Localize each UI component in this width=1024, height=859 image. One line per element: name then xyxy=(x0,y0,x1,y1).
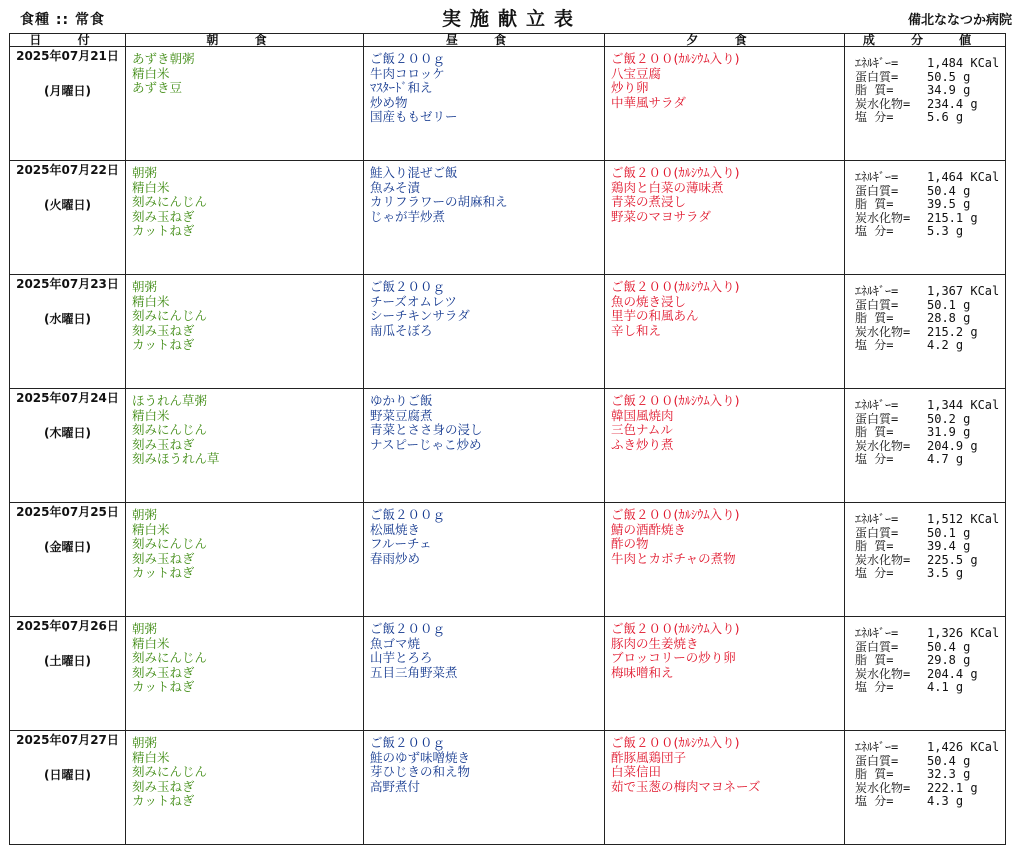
nutrition-row xyxy=(855,768,1005,782)
nutrition-value: 5.3 g xyxy=(927,225,964,238)
date-cell xyxy=(10,503,126,617)
date-label: 2025年07月25日 xyxy=(16,505,119,519)
breakfast-cell xyxy=(126,503,364,617)
nutrition-row xyxy=(855,426,1005,440)
nutrition-value: 29.8 g xyxy=(927,654,971,667)
nutrition-list xyxy=(845,389,1005,467)
nutrition-value: 28.8 g xyxy=(927,312,971,325)
lunch-item: チーズオムレツ xyxy=(370,294,457,309)
breakfast-item: 刻みほうれん草 xyxy=(132,452,220,466)
lunch-cell xyxy=(364,389,605,503)
dinner-item: 酢豚風鶏団子 xyxy=(611,750,687,765)
lunch-item: 炒め物 xyxy=(370,95,408,110)
breakfast-item: カットねぎ xyxy=(132,794,195,808)
lunch-menu-list xyxy=(364,503,604,566)
lunch-item: 鮭のゆず味噌焼き xyxy=(370,750,471,765)
nutrition-value: 32.3 g xyxy=(927,768,971,781)
nutrition-value: 1,484 KCal xyxy=(927,57,1000,70)
day-row xyxy=(10,731,1006,845)
breakfast-item: あずき豆 xyxy=(132,81,183,95)
nutrition-label: 蛋白質= xyxy=(855,298,899,312)
dinner-item: 韓国風焼肉 xyxy=(611,408,674,423)
lunch-item: 芽ひじきの和え物 xyxy=(370,765,471,779)
breakfast-cell xyxy=(126,275,364,389)
weekday-label: (土曜日) xyxy=(44,654,91,668)
document-header xyxy=(0,0,1024,32)
nutrition-label: 脂 質= xyxy=(855,426,894,439)
breakfast-item: 精白米 xyxy=(132,750,170,765)
nutrition-cell xyxy=(845,275,1006,389)
nutrition-row xyxy=(855,681,1005,695)
nutrition-label: 脂 質= xyxy=(855,84,894,97)
breakfast-cell xyxy=(126,731,364,845)
nutrition-label: 炭水化物= xyxy=(855,211,911,225)
breakfast-item: 刻みにんじん xyxy=(132,651,208,665)
breakfast-item: 刻みにんじん xyxy=(132,537,208,551)
nutrition-label: 脂 質= xyxy=(855,654,894,667)
breakfast-item: 朝粥 xyxy=(132,280,158,294)
breakfast-menu-list xyxy=(126,275,363,353)
lunch-item: 魚ゴマ焼 xyxy=(370,636,421,651)
date-cell xyxy=(10,617,126,731)
nutrition-label: ｴﾈﾙｷﾞｰ= xyxy=(855,171,899,184)
lunch-item: フルーチェ xyxy=(370,537,432,551)
nutrition-value: 5.6 g xyxy=(927,111,964,124)
dinner-cell xyxy=(605,47,845,161)
dinner-item: 牛肉とカボチャの煮物 xyxy=(611,551,736,566)
nutrition-value: 50.1 g xyxy=(927,298,971,312)
nutrition-value: 1,367 KCal xyxy=(927,285,1000,298)
nutrition-label: 炭水化物= xyxy=(855,667,911,681)
breakfast-item: 精白米 xyxy=(132,180,170,195)
nutrition-value: 31.9 g xyxy=(927,426,971,439)
nutrition-value: 39.4 g xyxy=(927,540,971,553)
nutrition-row xyxy=(855,440,1005,454)
lunch-item: 野菜豆腐煮 xyxy=(370,408,433,423)
nutrition-row xyxy=(855,312,1005,326)
nutrition-row xyxy=(855,741,1005,755)
nutrition-row xyxy=(855,554,1005,568)
nutrition-value: 1,426 KCal xyxy=(927,741,1000,754)
nutrition-value: 50.4 g xyxy=(927,754,971,768)
breakfast-item: 朝粥 xyxy=(132,508,158,522)
lunch-item: ご飯２００ｇ xyxy=(370,622,446,636)
breakfast-item: 刻み玉ねぎ xyxy=(132,551,195,566)
meal-type-label: 食種 :: 常食 xyxy=(20,12,105,28)
dinner-item: ご飯２００(ｶﾙｼｳﾑ入り) xyxy=(611,394,740,408)
lunch-menu-list xyxy=(364,389,604,452)
nutrition-value: 234.4 g xyxy=(927,97,978,111)
lunch-item: 鮭入り混ぜご飯 xyxy=(370,166,458,180)
nutrition-row xyxy=(855,413,1005,427)
nutrition-cell xyxy=(845,731,1006,845)
nutrition-row xyxy=(855,755,1005,769)
day-row xyxy=(10,47,1006,161)
column-header-dinner: 夕 食 xyxy=(605,34,845,47)
date-cell xyxy=(10,161,126,275)
column-header-nutrition: 成 分 値 xyxy=(845,34,1006,47)
breakfast-menu-list xyxy=(126,731,363,809)
nutrition-value: 204.9 g xyxy=(927,439,978,453)
document-title: 実施献立表 xyxy=(441,8,582,30)
lunch-item: 山芋とろろ xyxy=(370,651,433,665)
menu-table xyxy=(9,33,1006,845)
dinner-item: ご飯２００(ｶﾙｼｳﾑ入り) xyxy=(611,52,740,66)
lunch-item: 南瓜そぼろ xyxy=(370,323,433,338)
lunch-menu-list xyxy=(364,275,604,338)
weekday-label: (日曜日) xyxy=(44,768,91,782)
breakfast-item: カットねぎ xyxy=(132,224,195,238)
nutrition-cell xyxy=(845,389,1006,503)
nutrition-row xyxy=(855,198,1005,212)
lunch-cell xyxy=(364,617,605,731)
lunch-item: 青菜とささ身の浸し xyxy=(370,423,483,437)
lunch-item: 牛肉コロッケ xyxy=(370,66,445,81)
dinner-item: ご飯２００(ｶﾙｼｳﾑ入り) xyxy=(611,736,740,750)
breakfast-cell xyxy=(126,617,364,731)
lunch-item: ご飯２００ｇ xyxy=(370,52,446,66)
dinner-item: ご飯２００(ｶﾙｼｳﾑ入り) xyxy=(611,280,740,294)
breakfast-item: 刻み玉ねぎ xyxy=(132,437,195,452)
dinner-item: 梅味噌和え xyxy=(611,665,674,680)
nutrition-row xyxy=(855,71,1005,85)
column-header-lunch: 昼 食 xyxy=(364,34,605,47)
dinner-item: 青菜の煮浸し xyxy=(611,195,687,209)
dinner-item: 鯖の酒酢焼き xyxy=(611,522,687,537)
dinner-item: ふき炒り煮 xyxy=(611,437,674,452)
dinner-item: 鶏肉と白菜の薄味煮 xyxy=(611,180,724,195)
nutrition-row xyxy=(855,668,1005,682)
nutrition-row xyxy=(855,84,1005,98)
weekday-label: (火曜日) xyxy=(44,198,91,212)
nutrition-value: 50.4 g xyxy=(927,184,971,198)
nutrition-cell xyxy=(845,161,1006,275)
dinner-menu-list xyxy=(605,731,844,794)
nutrition-row xyxy=(855,513,1005,527)
nutrition-value: 204.4 g xyxy=(927,667,978,681)
nutrition-value: 1,326 KCal xyxy=(927,627,1000,640)
hospital-name: 備北ななつか病院 xyxy=(907,13,1012,28)
breakfast-item: ほうれん草粥 xyxy=(132,394,208,408)
dinner-cell xyxy=(605,617,845,731)
nutrition-row xyxy=(855,299,1005,313)
dinner-cell xyxy=(605,731,845,845)
lunch-cell xyxy=(364,731,605,845)
nutrition-label: 脂 質= xyxy=(855,198,894,211)
nutrition-label: ｴﾈﾙｷﾞｰ= xyxy=(855,285,899,298)
nutrition-value: 222.1 g xyxy=(927,781,978,795)
dinner-item: 炒り卵 xyxy=(611,81,649,95)
nutrition-row xyxy=(855,641,1005,655)
nutrition-row xyxy=(855,339,1005,353)
lunch-item: ゆかりご飯 xyxy=(370,394,433,408)
lunch-item: ナスピーじゃこ炒め xyxy=(370,437,482,452)
nutrition-label: 炭水化物= xyxy=(855,97,911,111)
weekday-label: (木曜日) xyxy=(44,426,91,440)
weekday-label: (金曜日) xyxy=(44,540,91,554)
breakfast-item: 刻みにんじん xyxy=(132,195,208,209)
nutrition-label: 炭水化物= xyxy=(855,439,911,453)
lunch-item: 春雨炒め xyxy=(370,551,421,566)
dinner-item: 辛し和え xyxy=(611,323,662,338)
dinner-item: ブロッコリーの炒り卵 xyxy=(611,651,736,665)
column-header-breakfast: 朝 食 xyxy=(126,34,364,47)
breakfast-item: 刻み玉ねぎ xyxy=(132,665,195,680)
breakfast-item: 精白米 xyxy=(132,522,170,537)
date-label: 2025年07月24日 xyxy=(16,391,119,405)
nutrition-cell xyxy=(845,503,1006,617)
nutrition-list xyxy=(845,275,1005,353)
nutrition-cell xyxy=(845,47,1006,161)
nutrition-row xyxy=(855,171,1005,185)
nutrition-label: 蛋白質= xyxy=(855,412,899,426)
nutrition-row xyxy=(855,627,1005,641)
dinner-item: ご飯２００(ｶﾙｼｳﾑ入り) xyxy=(611,166,740,180)
nutrition-value: 4.1 g xyxy=(927,681,964,694)
breakfast-item: 刻み玉ねぎ xyxy=(132,323,195,338)
breakfast-menu-list xyxy=(126,503,363,581)
date-cell xyxy=(10,731,126,845)
breakfast-menu-list xyxy=(126,389,363,467)
breakfast-item: 精白米 xyxy=(132,408,170,423)
nutrition-value: 3.5 g xyxy=(927,567,964,580)
date-label: 2025年07月21日 xyxy=(16,49,119,63)
breakfast-item: 精白米 xyxy=(132,636,170,651)
nutrition-list xyxy=(845,47,1005,125)
nutrition-label: 塩 分= xyxy=(855,567,894,580)
nutrition-value: 50.5 g xyxy=(927,70,971,84)
lunch-item: 魚みそ漬 xyxy=(370,180,421,195)
nutrition-value: 1,344 KCal xyxy=(927,399,1000,412)
breakfast-item: 精白米 xyxy=(132,294,170,309)
day-row xyxy=(10,503,1006,617)
dinner-cell xyxy=(605,275,845,389)
nutrition-value: 34.9 g xyxy=(927,84,971,97)
nutrition-value: 1,512 KCal xyxy=(927,513,1000,526)
nutrition-row xyxy=(855,57,1005,71)
nutrition-row xyxy=(855,527,1005,541)
nutrition-label: 塩 分= xyxy=(855,795,894,808)
nutrition-label: 蛋白質= xyxy=(855,526,899,540)
nutrition-list xyxy=(845,731,1005,809)
dinner-item: 三色ナムル xyxy=(611,423,673,437)
lunch-cell xyxy=(364,161,605,275)
nutrition-cell xyxy=(845,617,1006,731)
nutrition-label: 蛋白質= xyxy=(855,184,899,198)
nutrition-row xyxy=(855,654,1005,668)
dinner-menu-list xyxy=(605,389,844,452)
nutrition-label: 塩 分= xyxy=(855,225,894,238)
nutrition-value: 1,464 KCal xyxy=(927,171,1000,184)
lunch-cell xyxy=(364,503,605,617)
dinner-menu-list xyxy=(605,503,844,566)
nutrition-label: 脂 質= xyxy=(855,768,894,781)
breakfast-item: カットねぎ xyxy=(132,680,195,694)
breakfast-item: 刻みにんじん xyxy=(132,423,208,437)
column-header-date: 日 付 xyxy=(10,34,126,47)
nutrition-label: 蛋白質= xyxy=(855,70,899,84)
breakfast-cell xyxy=(126,47,364,161)
nutrition-label: 炭水化物= xyxy=(855,325,911,339)
nutrition-row xyxy=(855,285,1005,299)
lunch-item: ﾏｽﾀｰﾄﾞ和え xyxy=(370,81,433,95)
breakfast-menu-list xyxy=(126,161,363,239)
nutrition-label: ｴﾈﾙｷﾞｰ= xyxy=(855,741,899,754)
menu-table-body xyxy=(10,47,1006,845)
dinner-item: 酢の物 xyxy=(611,537,649,551)
breakfast-item: カットねぎ xyxy=(132,566,195,580)
lunch-item: シーチキンサラダ xyxy=(370,309,470,323)
breakfast-item: 刻み玉ねぎ xyxy=(132,779,195,794)
date-label: 2025年07月22日 xyxy=(16,163,119,177)
breakfast-item: カットねぎ xyxy=(132,338,195,352)
breakfast-cell xyxy=(126,389,364,503)
dinner-menu-list xyxy=(605,275,844,338)
nutrition-label: 蛋白質= xyxy=(855,754,899,768)
breakfast-cell xyxy=(126,161,364,275)
nutrition-value: 4.3 g xyxy=(927,795,964,808)
nutrition-value: 215.2 g xyxy=(927,325,978,339)
nutrition-label: 塩 分= xyxy=(855,339,894,352)
dinner-menu-list xyxy=(605,47,844,110)
lunch-menu-list xyxy=(364,161,604,224)
lunch-menu-list xyxy=(364,47,604,125)
dinner-item: 中華風サラダ xyxy=(611,95,686,110)
nutrition-label: 蛋白質= xyxy=(855,640,899,654)
nutrition-value: 225.5 g xyxy=(927,553,978,567)
nutrition-label: 炭水化物= xyxy=(855,781,911,795)
breakfast-item: 朝粥 xyxy=(132,166,158,180)
breakfast-item: 朝粥 xyxy=(132,736,158,750)
nutrition-row xyxy=(855,782,1005,796)
nutrition-row xyxy=(855,225,1005,239)
day-row xyxy=(10,617,1006,731)
nutrition-list xyxy=(845,503,1005,581)
dinner-menu-list xyxy=(605,617,844,680)
lunch-cell xyxy=(364,47,605,161)
date-label: 2025年07月23日 xyxy=(16,277,119,291)
dinner-item: 豚肉の生姜焼き xyxy=(611,636,699,651)
nutrition-label: 炭水化物= xyxy=(855,553,911,567)
dinner-item: 白菜信田 xyxy=(611,765,662,779)
lunch-item: カリフラワーの胡麻和え xyxy=(370,195,508,209)
breakfast-item: 朝粥 xyxy=(132,622,158,636)
nutrition-row xyxy=(855,111,1005,125)
weekday-label: (月曜日) xyxy=(44,84,91,98)
breakfast-item: あずき朝粥 xyxy=(132,52,195,66)
date-label: 2025年07月27日 xyxy=(16,733,119,747)
breakfast-menu-list xyxy=(126,617,363,695)
menu-table-header-row xyxy=(10,34,1006,47)
day-row xyxy=(10,389,1006,503)
lunch-cell xyxy=(364,275,605,389)
breakfast-item: 刻みにんじん xyxy=(132,765,208,779)
nutrition-list xyxy=(845,161,1005,239)
nutrition-value: 50.4 g xyxy=(927,640,971,654)
nutrition-label: ｴﾈﾙｷﾞｰ= xyxy=(855,57,899,70)
dinner-menu-list xyxy=(605,161,844,224)
dinner-item: 里芋の和風あん xyxy=(611,309,699,323)
nutrition-label: 塩 分= xyxy=(855,111,894,124)
nutrition-row xyxy=(855,185,1005,199)
lunch-menu-list xyxy=(364,617,604,680)
lunch-item: 五目三角野菜煮 xyxy=(370,665,458,680)
lunch-item: 国産ももゼリー xyxy=(370,110,458,124)
nutrition-value: 4.2 g xyxy=(927,339,964,352)
nutrition-row xyxy=(855,326,1005,340)
nutrition-row xyxy=(855,567,1005,581)
dinner-cell xyxy=(605,389,845,503)
nutrition-label: 塩 分= xyxy=(855,453,894,466)
dinner-cell xyxy=(605,503,845,617)
nutrition-row xyxy=(855,399,1005,413)
day-row xyxy=(10,161,1006,275)
nutrition-row xyxy=(855,453,1005,467)
day-row xyxy=(10,275,1006,389)
nutrition-list xyxy=(845,617,1005,695)
nutrition-row xyxy=(855,212,1005,226)
dinner-cell xyxy=(605,161,845,275)
dinner-item: 魚の焼き浸し xyxy=(611,294,687,309)
date-cell xyxy=(10,389,126,503)
dinner-item: 茹で玉葱の梅肉マヨネーズ xyxy=(611,779,761,794)
nutrition-label: 脂 質= xyxy=(855,540,894,553)
lunch-menu-list xyxy=(364,731,604,794)
date-label: 2025年07月26日 xyxy=(16,619,119,633)
nutrition-label: ｴﾈﾙｷﾞｰ= xyxy=(855,399,899,412)
nutrition-value: 39.5 g xyxy=(927,198,971,211)
breakfast-item: 精白米 xyxy=(132,66,170,81)
nutrition-value: 215.1 g xyxy=(927,211,978,225)
nutrition-value: 50.1 g xyxy=(927,526,971,540)
lunch-item: 松風焼き xyxy=(370,522,421,537)
nutrition-label: 塩 分= xyxy=(855,681,894,694)
breakfast-item: 刻み玉ねぎ xyxy=(132,209,195,224)
lunch-item: ご飯２００ｇ xyxy=(370,508,446,522)
nutrition-label: ｴﾈﾙｷﾞｰ= xyxy=(855,627,899,640)
date-cell xyxy=(10,47,126,161)
lunch-item: ご飯２００ｇ xyxy=(370,736,446,750)
date-cell xyxy=(10,275,126,389)
dinner-item: 野菜のマヨサラダ xyxy=(611,209,711,224)
dinner-item: ご飯２００(ｶﾙｼｳﾑ入り) xyxy=(611,622,740,636)
nutrition-value: 50.2 g xyxy=(927,412,971,426)
lunch-item: ご飯２００ｇ xyxy=(370,280,446,294)
lunch-item: じゃが芋炒煮 xyxy=(370,209,446,224)
nutrition-label: ｴﾈﾙｷﾞｰ= xyxy=(855,513,899,526)
dinner-item: 八宝豆腐 xyxy=(611,66,662,81)
nutrition-value: 4.7 g xyxy=(927,453,964,466)
nutrition-label: 脂 質= xyxy=(855,312,894,325)
breakfast-item: 刻みにんじん xyxy=(132,309,208,323)
weekday-label: (水曜日) xyxy=(44,312,91,326)
nutrition-row xyxy=(855,540,1005,554)
breakfast-menu-list xyxy=(126,47,363,96)
nutrition-row xyxy=(855,795,1005,809)
dinner-item: ご飯２００(ｶﾙｼｳﾑ入り) xyxy=(611,508,740,522)
lunch-item: 高野煮付 xyxy=(370,779,421,794)
nutrition-row xyxy=(855,98,1005,112)
